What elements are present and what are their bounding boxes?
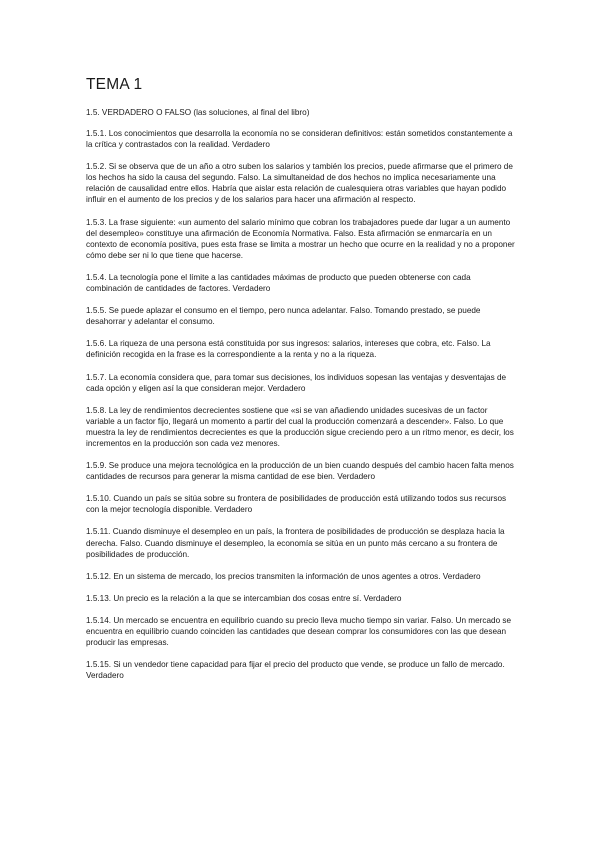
question-item: 1.5.7. La economía considera que, para tomar sus decisiones, los individuos sopesan las ventajas y desventajas de cada opción y eligen así la que consideran mejor. Verdadero [86,372,507,393]
question-item: 1.5.15. Si un vendedor tiene capacidad para fijar el precio del producto que vende, se produce un fallo de mercado. Verdadero [86,660,505,681]
question-item: 1.5.4. La tecnología pone el límite a las cantidades máximas de producto que pueden obtenerse con cada combinación de cantidades de factores. Verdadero [86,272,471,294]
question-item: 1.5.14. Un mercado se encuentra en equilibrio cuando su precio lleva mucho tiempo sin variar. Falso. Un mercado se encuentra en equilibrio cuando coinciden las cantidades que desean comprar los consumidores con las que desean producir las empresas. [86,615,512,648]
question-item: 1.5.6. La riqueza de una persona está constituida por sus ingresos: salarios, intereses que cobra, etc. Falso. La definición recogida en la frase es la correspondiente a la renta y no a la riqueza. [86,339,491,360]
question-list [86,128,518,681]
page-title: TEMA 1 [86,76,143,93]
question-item: 1.5.9. Se produce una mejora tecnológica en la producción de un bien cuando después del cambio hacen falta menos cantidades de recursos para generar la misma cantidad de ese bien. Verdadero [86,461,514,482]
question-item: 1.5.3. La frase siguiente: «un aumento del salario mínimo que cobran los trabajadores puede dar lugar a un aumento del desempleo» constituye una afirmación de Economía Normativa. Falso. Esta afirmación se enmarcaría en un contexto de economía positiva, pues esta frase se limita a mostrar un hecho que ocurre en la realidad y no a proponer cómo debe ser ni lo que tiene que hacerse. [86,217,515,260]
question-item: 1.5.1. Los conocimientos que desarrolla la economía no se consideran definitivos: están sometidos constantemente a la crítica y contrastados con la realidad. Verdadero [86,129,513,150]
document-page [86,76,518,692]
question-item: 1.5.8. La ley de rendimientos decrecientes sostiene que «si se van añadiendo unidades sucesivas de un factor variable a un factor fijo, llegará un momento a partir del cual la producción comenzará a descender». Falso. Lo que muestra la ley de rendimientos decrecientes es que la producción sigue creciendo pero a un ritmo menor, es decir, los incrementos en la producción son cada vez menores. [86,405,514,448]
question-item: 1.5.11. Cuando disminuye el desempleo en un país, la frontera de posibilidades de producción se desplaza hacia la derecha. Falso. Cuando disminuye el desempleo, la economía se sitúa en un punto más cercano a su frontera de posibilidades de producción. [86,527,505,559]
question-item: 1.5.10. Cuando un país se sitúa sobre su frontera de posibilidades de producción está utilizando todos sus recursos con la mejor tecnología disponible. Verdadero [86,494,507,515]
question-item: 1.5.2. Si se observa que de un año a otro suben los salarios y también los precios, puede afirmarse que el primero de los hechos ha sido la causa del segundo. Falso. La simultaneidad de dos hechos no implica necesariamente una relación de causalidad entre ellos. Habría que aislar esta relación de cualesquiera otras variables que hayan podido influir en el aumento de los precios y de los salarios para hacer una afirmación al respecto. [86,162,513,205]
section-heading: 1.5. VERDADERO O FALSO (las soluciones, al final del libro) [86,108,310,117]
question-item: 1.5.13. Un precio es la relación a la que se intercambian dos cosas entre sí. Verdadero [86,593,402,603]
question-item: 1.5.5. Se puede aplazar el consumo en el tiempo, pero nunca adelantar. Falso. Tomando prestado, se puede desahorrar y adelantar el consumo. [86,306,481,327]
question-item: 1.5.12. En un sistema de mercado, los precios transmiten la información de unos agentes a otros. Verdadero [86,571,481,581]
